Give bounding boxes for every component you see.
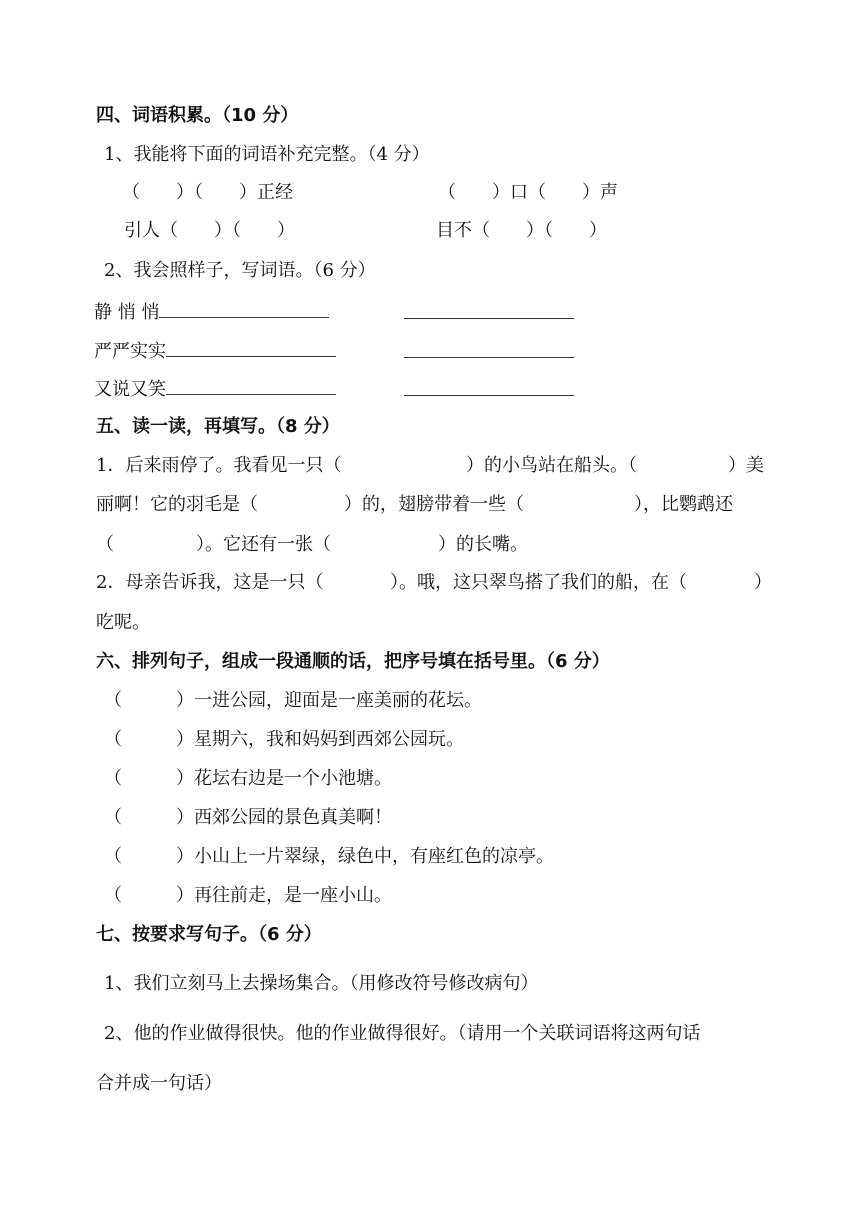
question-7-2-line-1: 2、他的作业做得很快。他的作业做得很好。（请用一个关联词语将这两句话 <box>104 1023 701 1044</box>
section-5-title: 五、读一读，再填写。（8 分） <box>96 416 340 437</box>
order-sentence: 小山上一片翠绿，绿色中，有座红色的凉亭。 <box>194 846 554 867</box>
answer-line[interactable] <box>159 299 329 318</box>
order-bracket[interactable]: （ ） <box>104 885 194 906</box>
order-bracket[interactable]: （ ） <box>104 846 194 867</box>
passage-2-line-1c: ） <box>754 572 772 593</box>
idiom-1: （ ）（ ）正经 <box>122 182 293 203</box>
order-bracket[interactable]: （ ） <box>104 729 194 750</box>
idiom-4: 目不（ ）（ ） <box>436 220 607 241</box>
answer-line[interactable] <box>404 300 574 319</box>
idiom-2: （ ）口（ ）声 <box>438 182 618 203</box>
order-item <box>104 806 392 830</box>
order-sentence: 星期六，我和妈妈到西郊公园玩。 <box>194 729 464 750</box>
passage-1-line-3: （ <box>96 534 114 555</box>
order-bracket[interactable]: （ ） <box>104 768 194 789</box>
question-7-2-line-2: 合并成一句话） <box>96 1073 222 1094</box>
passage-1-line-1: 1．后来雨停了。我看见一只（ <box>96 455 342 476</box>
order-item <box>104 728 464 752</box>
passage-1-line-2: 丽啊！它的羽毛是（ <box>96 494 258 515</box>
order-item <box>104 884 392 908</box>
answer-line[interactable] <box>166 376 336 395</box>
passage-1-line-3b: ）。它还有一张（ <box>196 534 331 555</box>
answer-line[interactable] <box>166 338 336 357</box>
question-4-2: 2、我会照样子，写词语。（6 分） <box>104 260 376 281</box>
word-example-3-text: 又说又笑 <box>94 379 166 400</box>
word-example-1 <box>94 299 329 325</box>
passage-2-line-1b: ）。哦，这只翠鸟搭了我们的船，在（ <box>390 572 687 593</box>
word-example-2-text: 严严实实 <box>94 341 166 362</box>
answer-line[interactable] <box>404 377 574 396</box>
word-example-3 <box>94 376 336 402</box>
order-sentence: 再往前走，是一座小山。 <box>194 885 392 906</box>
question-4-1: 1、我能将下面的词语补充完整。（4 分） <box>104 144 430 165</box>
word-example-2 <box>94 338 336 364</box>
passage-1-line-2b: ）的，翅膀带着一些（ <box>344 494 524 515</box>
order-sentence: 一进公园，迎面是一座美丽的花坛。 <box>194 690 482 711</box>
question-7-1: 1、我们立刻马上去操场集合。（用修改符号修改病句） <box>104 973 539 994</box>
order-bracket[interactable]: （ ） <box>104 690 194 711</box>
passage-1-line-3c: ）的长嘴。 <box>438 534 528 555</box>
passage-1-line-1c: ）美 <box>728 455 764 476</box>
word-example-1-text: 静 悄 悄 <box>94 302 160 323</box>
answer-line[interactable] <box>404 339 574 358</box>
idiom-3: 引人（ ）（ ） <box>124 220 295 241</box>
passage-1-line-2c: ），比鹦鹉还 <box>634 494 733 515</box>
section-7-title: 七、按要求写句子。（6 分） <box>96 924 322 945</box>
order-item <box>104 767 392 791</box>
passage-1-line-1b: ）的小鸟站在船头。（ <box>466 455 637 476</box>
passage-2-line-1: 2．母亲告诉我，这是一只（ <box>96 572 324 593</box>
order-sentence: 花坛右边是一个小池塘。 <box>194 768 392 789</box>
order-bracket[interactable]: （ ） <box>104 807 194 828</box>
section-4-title: 四、词语积累。（10 分） <box>96 105 299 126</box>
order-item <box>104 845 554 869</box>
passage-2-line-2: 吃呢。 <box>96 612 150 633</box>
order-item <box>104 689 482 713</box>
order-sentence: 西郊公园的景色真美啊！ <box>194 807 392 828</box>
section-6-title: 六、排列句子，组成一段通顺的话，把序号填在括号里。（6 分） <box>96 651 610 672</box>
